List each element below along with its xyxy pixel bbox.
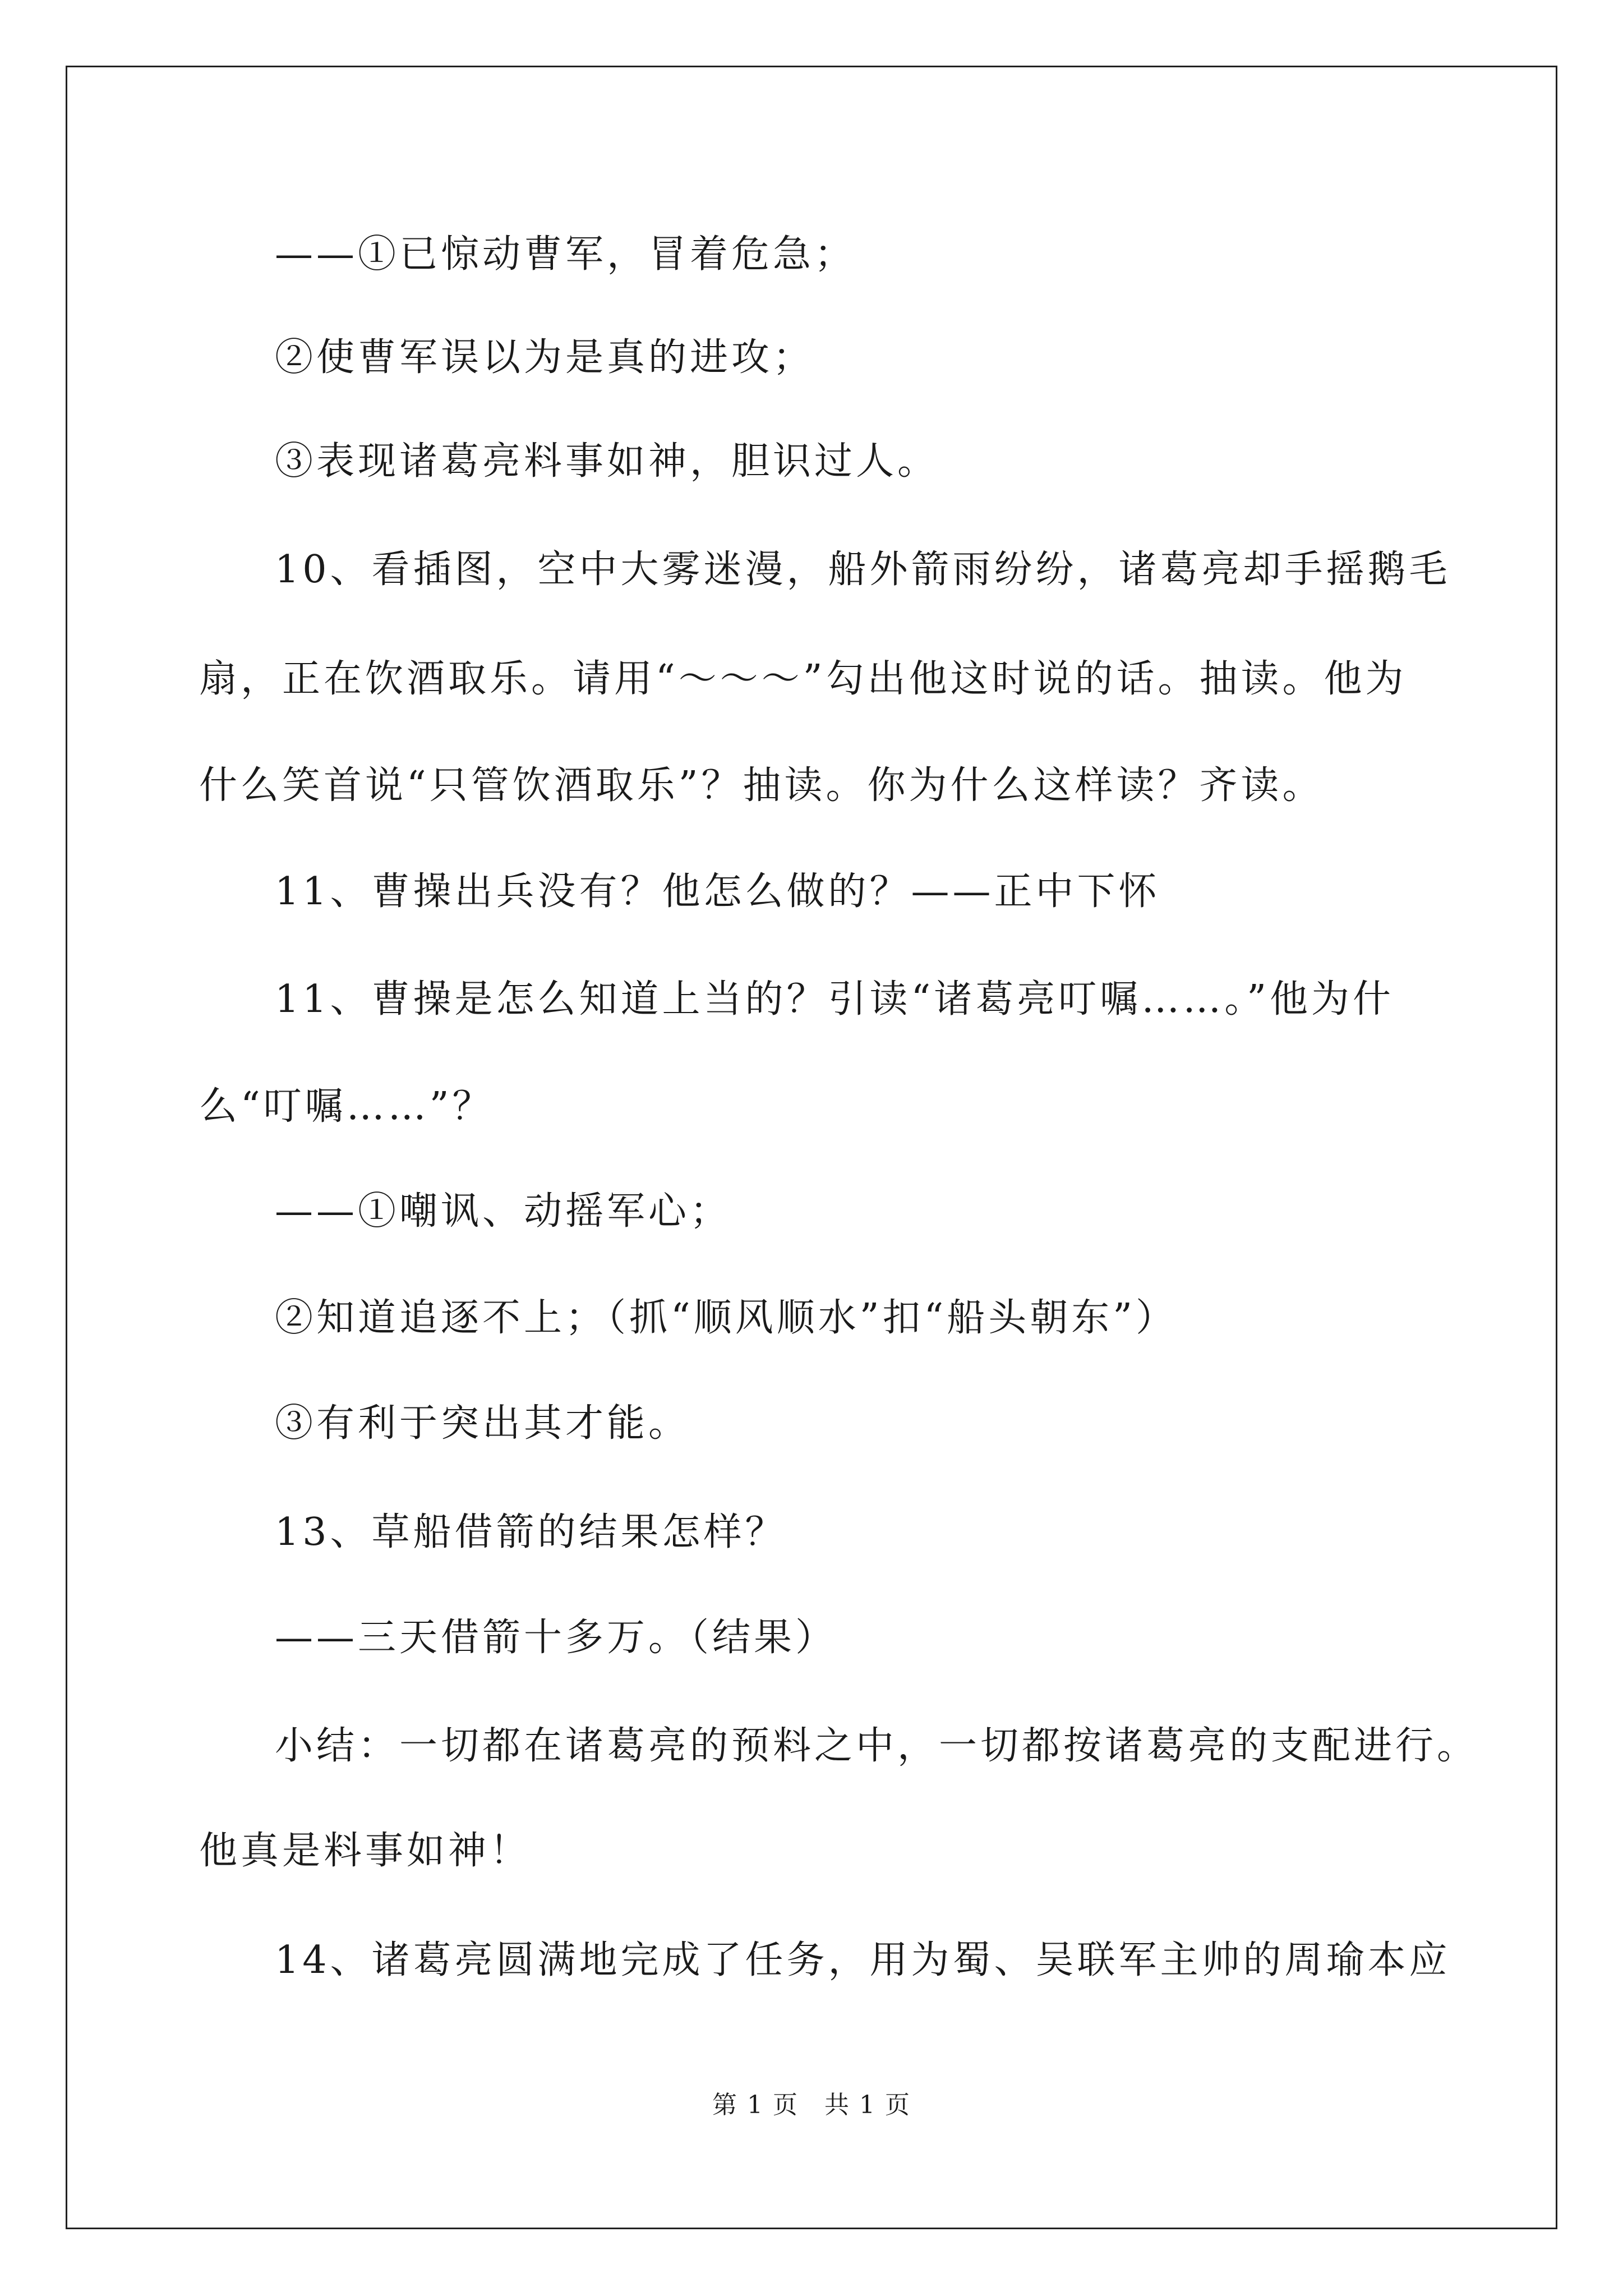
text-line-8: 11、曹操是怎么知道上当的？引读“诸葛亮叮嘱……。”他为什 (275, 977, 1395, 1022)
page-border (66, 66, 1557, 2229)
text-line-6: 什么笑首说“只管饮酒取乐”？抽读。你为什么这样读？齐读。 (199, 763, 1324, 808)
text-line-13: 13、草船借箭的结果怎样？ (275, 1510, 787, 1554)
text-line-16: 他真是料事如神！ (199, 1829, 532, 1873)
text-line-7: 11、曹操出兵没有？他怎么做的？——正中下怀 (275, 869, 1160, 914)
text-line-4: 10、看插图，空中大雾迷漫，船外箭雨纷纷，诸葛亮却手摇鹅毛 (275, 547, 1451, 592)
text-line-17: 14、诸葛亮圆满地完成了任务，用为蜀、吴联军主帅的周瑜本应 (275, 1938, 1451, 1982)
text-line-2: ②使曹军误以为是真的进攻； (275, 335, 815, 380)
text-line-9: 么“叮嘱……”？ (199, 1084, 494, 1129)
text-line-12: ③有利于突出其才能。 (275, 1401, 690, 1446)
page-number-footer: 第 1 页 共 1 页 (712, 2091, 911, 2119)
text-line-5: 扇，正在饮酒取乐。请用“～～～”勾出他这时说的话。抽读。他为 (199, 657, 1407, 701)
text-line-10: ——①嘲讽、动摇军心； (275, 1189, 732, 1234)
text-line-1: ——①已惊动曹军，冒着危急； (275, 232, 856, 277)
text-line-15: 小结：一切都在诸葛亮的预料之中，一切都按诸葛亮的支配进行。 (275, 1724, 1479, 1768)
text-line-14: ——三天借箭十多万。（结果） (275, 1616, 837, 1660)
text-line-3: ③表现诸葛亮料事如神，胆识过人。 (275, 439, 939, 484)
text-line-11: ②知道追逐不上；（抓“顺风顺水”扣“船头朝东”） (275, 1296, 1178, 1340)
